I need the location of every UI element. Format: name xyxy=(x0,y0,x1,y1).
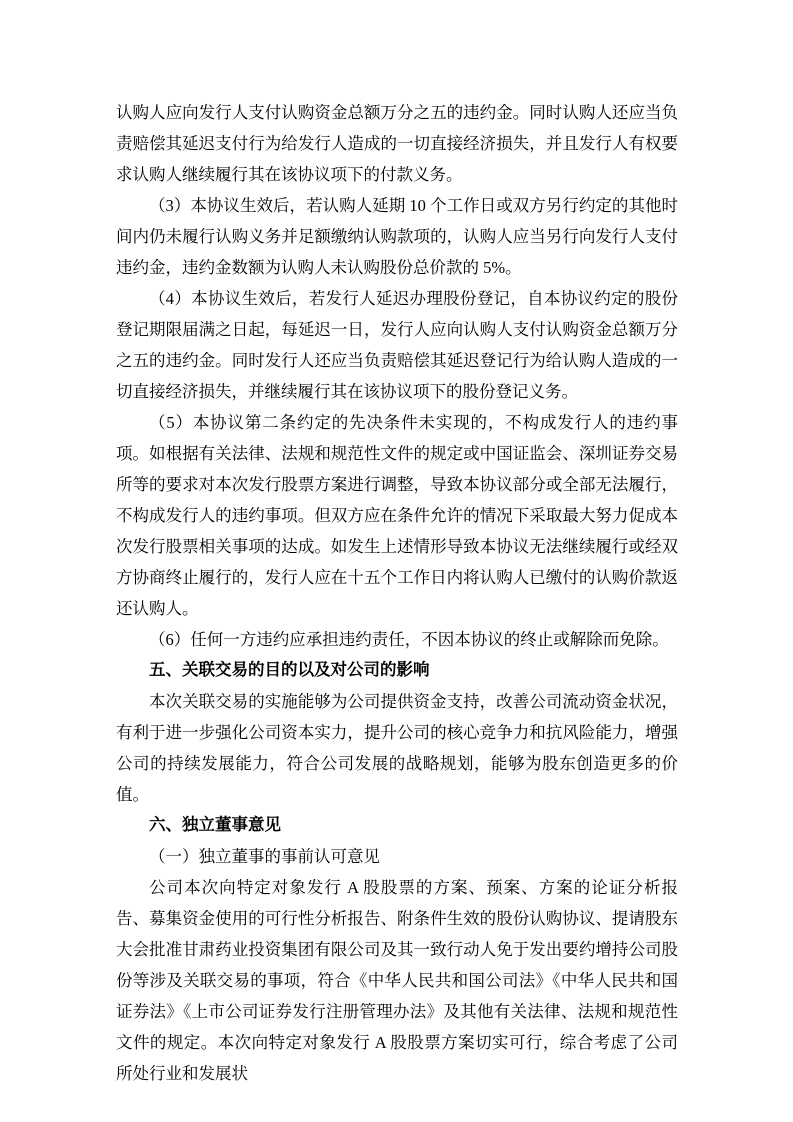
body-paragraph-clause-5: （5）本协议第二条约定的先决条件未实现的，不构成发行人的违约事项。如根据有关法律、法规和规范性文件的规定或中国证监会、深圳证券交易所等的要求对本次发行股票方案进行调整，导致本协议部分或全部无法履行，不构成发行人的违约事项。但双方应在条件允许的情况下采取最大努力促成本次发行股票相关事项的达成。如发生上述情形导致本协议无法继续履行或经双方协商终止履行的，发行人应在十五个工作日内将认购人已缴付的认购价款返还认购人。 xyxy=(116,413,678,618)
section-heading-6: 六、独立董事意见 xyxy=(149,816,281,834)
document-text-body xyxy=(116,97,678,1089)
body-paragraph-continued: 认购人应向发行人支付认购资金总额万分之五的违约金。同时认购人还应当负责赔偿其延迟支付行为给发行人造成的一切直接经济损失，并且发行人有权要求认购人继续履行其在该协议项下的付款义务。 xyxy=(116,103,678,184)
body-paragraph-section-6-1: 公司本次向特定对象发行 A 股股票的方案、预案、方案的论证分析报告、募集资金使用的可行性分析报告、附条件生效的股份认购协议、提请股东大会批准甘肃药业投资集团有限公司及其一致行动人免于发出要约增持公司股份等涉及关联交易的事项，符合《中华人民共和国公司法》《中华人民共和国证券法》《上市公司证券发行注册管理办法》及其他有关法律、法规和规范性文件的规定。本次向特定对象发行 A 股股票方案切实可行，综合考虑了公司所处行业和发展状 xyxy=(116,878,678,1083)
subsection-heading-6-1: （一）独立董事的事前认可意见 xyxy=(149,847,380,866)
body-paragraph-clause-3: （3）本协议生效后，若认购人延期 10 个工作日或双方另行约定的其他时间内仍未履行认购义务并足额缴纳认购款项的，认购人应当另行向发行人支付违约金，违约金数额为认购人未认购股份总价款的 5%。 xyxy=(116,196,678,277)
section-heading-5: 五、关联交易的目的以及对公司的影响 xyxy=(149,661,430,679)
body-paragraph-section-5: 本次关联交易的实施能够为公司提供资金支持，改善公司流动资金状况，有利于进一步强化公司资本实力，提升公司的核心竞争力和抗风险能力，增强公司的持续发展能力，符合公司发展的战略规划，能够为股东创造更多的价值。 xyxy=(116,692,678,804)
body-paragraph-clause-4: （4）本协议生效后，若发行人延迟办理股份登记，自本协议约定的股份登记期限届满之日起，每延迟一日，发行人应向认购人支付认购资金总额万分之五的违约金。同时发行人还应当负责赔偿其延迟登记行为给认购人造成的一切直接经济损失，并继续履行其在该协议项下的股份登记义务。 xyxy=(116,289,678,401)
body-paragraph-clause-6: （6）任何一方违约应承担违约责任，不因本协议的终止或解除而免除。 xyxy=(149,630,669,649)
